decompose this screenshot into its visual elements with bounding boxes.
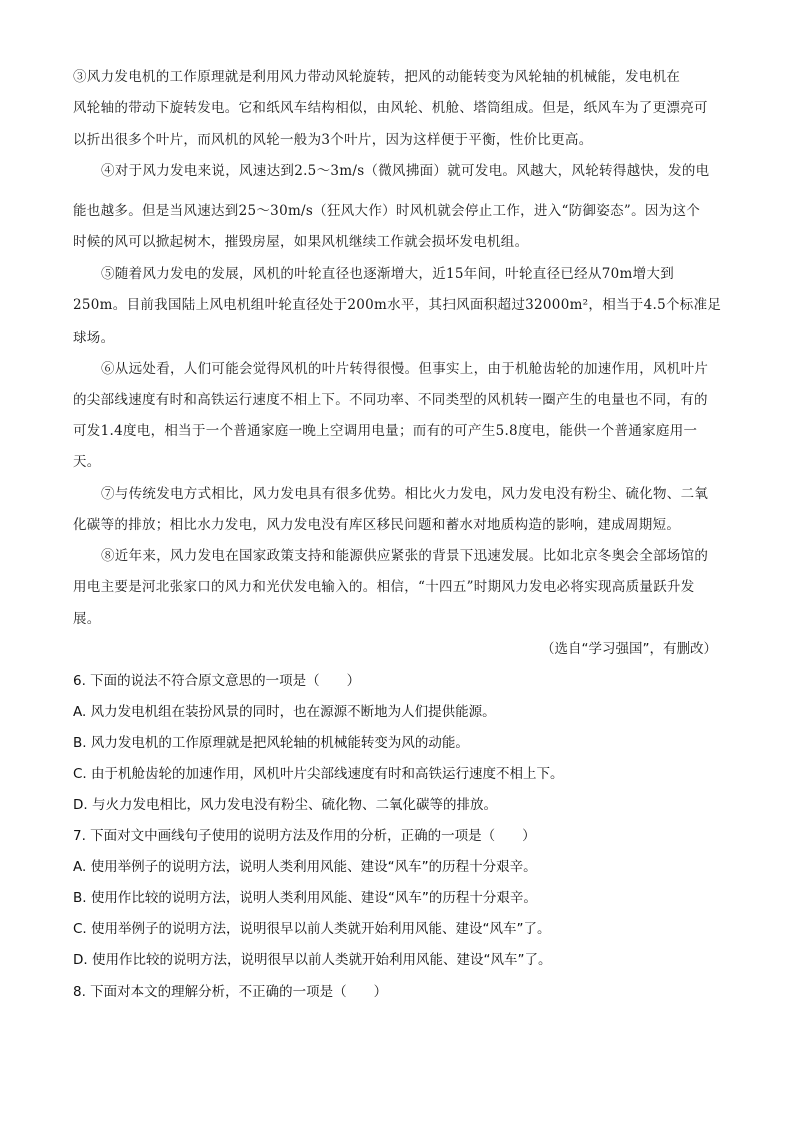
- paragraph-6-line-4: 天。: [73, 454, 101, 470]
- paragraph-8-line-3: 展。: [73, 611, 101, 627]
- paragraph-4-line-3: 时候的风可以掀起树木，摧毁房屋，如果风机继续工作就会损坏发电机组。: [73, 234, 529, 250]
- paragraph-5-line-1: ⑤随着风力发电的发展，风机的叶轮直径也逐渐增大，近15年间，叶轮直径已经从70m增大到: [101, 266, 675, 282]
- paragraph-7-line-2: 化碳等的排放；相比水力发电，风力发电没有库区移民问题和蓄水对地质构造的影响，建成周期短。: [73, 517, 681, 533]
- question-7-stem: 7. 下面对文中画线句子使用的说明方法及作用的分析，正确的一项是（ ）: [73, 828, 536, 844]
- paragraph-6-line-3: 可发1.4度电，相当于一个普通家庭一晚上空调用电量；而有的可产生5.8度电，能供一个普通家庭用一: [73, 423, 698, 439]
- paragraph-5-line-3: 球场。: [73, 330, 115, 346]
- paragraph-3-line-1: ③风力发电机的工作原理就是利用风力带动风轮旋转，把风的动能转变为风轮轴的机械能，发电机在: [73, 69, 681, 85]
- paragraph-6-line-2: 的尖部线速度有时和高铁运行速度不相上下。不同功率、不同类型的风机转一圈产生的电量也不同，有的: [73, 392, 708, 408]
- question-7-option-a: A. 使用举例子的说明方法，说明人类利用风能、建设“风车”的历程十分艰辛。: [73, 859, 537, 875]
- question-6-option-b: B. 风力发电机的工作原理就是把风轮轴的机械能转变为风的动能。: [73, 735, 469, 751]
- paragraph-3-line-3: 以折出很多个叶片，而风机的风轮一般为3个叶片，因为这样便于平衡，性价比更高。: [73, 132, 593, 148]
- paragraph-6-line-1: ⑥从远处看，人们可能会觉得风机的叶片转得很慢。但事实上，由于机舱齿轮的加速作用，风机叶片: [101, 361, 709, 377]
- paragraph-8-line-1: ⑧近年来，风力发电在国家政策支持和能源供应紧张的背景下迅速发展。比如北京冬奥会全部场馆的: [101, 548, 709, 564]
- paragraph-4-line-2: 能也越多。但是当风速达到25～30m/s（狂风大作）时风机就会停止工作，进入“防御姿态”。因为这个: [73, 203, 701, 219]
- question-7-option-c: C. 使用举例子的说明方法，说明很早以前人类就开始利用风能、建设“风车”了。: [73, 921, 551, 937]
- question-7-option-b: B. 使用作比较的说明方法，说明人类利用风能、建设“风车”的历程十分艰辛。: [73, 890, 537, 906]
- question-6-option-d: D. 与火力发电相比，风力发电没有粉尘、硫化物、二氧化碳等的排放。: [73, 797, 497, 813]
- question-6-option-c: C. 由于机舱齿轮的加速作用，风机叶片尖部线速度有时和高铁运行速度不相上下。: [73, 766, 564, 782]
- paragraph-8-line-2: 用电主要是河北张家口的风力和光伏发电输入的。相信，“十四五”时期风力发电必将实现高质量跃升发: [73, 579, 695, 595]
- paragraph-5-line-2: 250m。目前我国陆上风电机组叶轮直径处于200m水平，其扫风面积超过32000m²，相当于4.5个标准足: [73, 297, 722, 313]
- source-attribution: （选自“学习强国”，有删改）: [541, 641, 717, 657]
- paragraph-4-line-1: ④对于风力发电来说，风速达到2.5～3m/s（微风拂面）就可发电。风越大，风轮转得越快，发的电: [101, 163, 710, 179]
- question-7-option-d: D. 使用作比较的说明方法，说明很早以前人类就开始利用风能、建设“风车”了。: [73, 952, 552, 968]
- paragraph-3-line-2: 风轮轴的带动下旋转发电。它和纸风车结构相似，由风轮、机舱、塔筒组成。但是，纸风车为了更漂亮可: [73, 100, 708, 116]
- question-6-stem: 6. 下面的说法不符合原文意思的一项是（ ）: [73, 673, 361, 689]
- paragraph-7-line-1: ⑦与传统发电方式相比，风力发电具有很多优势。相比火力发电，风力发电没有粉尘、硫化物、二氧: [101, 486, 709, 502]
- question-8-stem: 8. 下面对本文的理解分析，不正确的一项是（ ）: [73, 984, 388, 1000]
- question-6-option-a: A. 风力发电机组在装扮风景的同时，也在源源不断地为人们提供能源。: [73, 704, 496, 720]
